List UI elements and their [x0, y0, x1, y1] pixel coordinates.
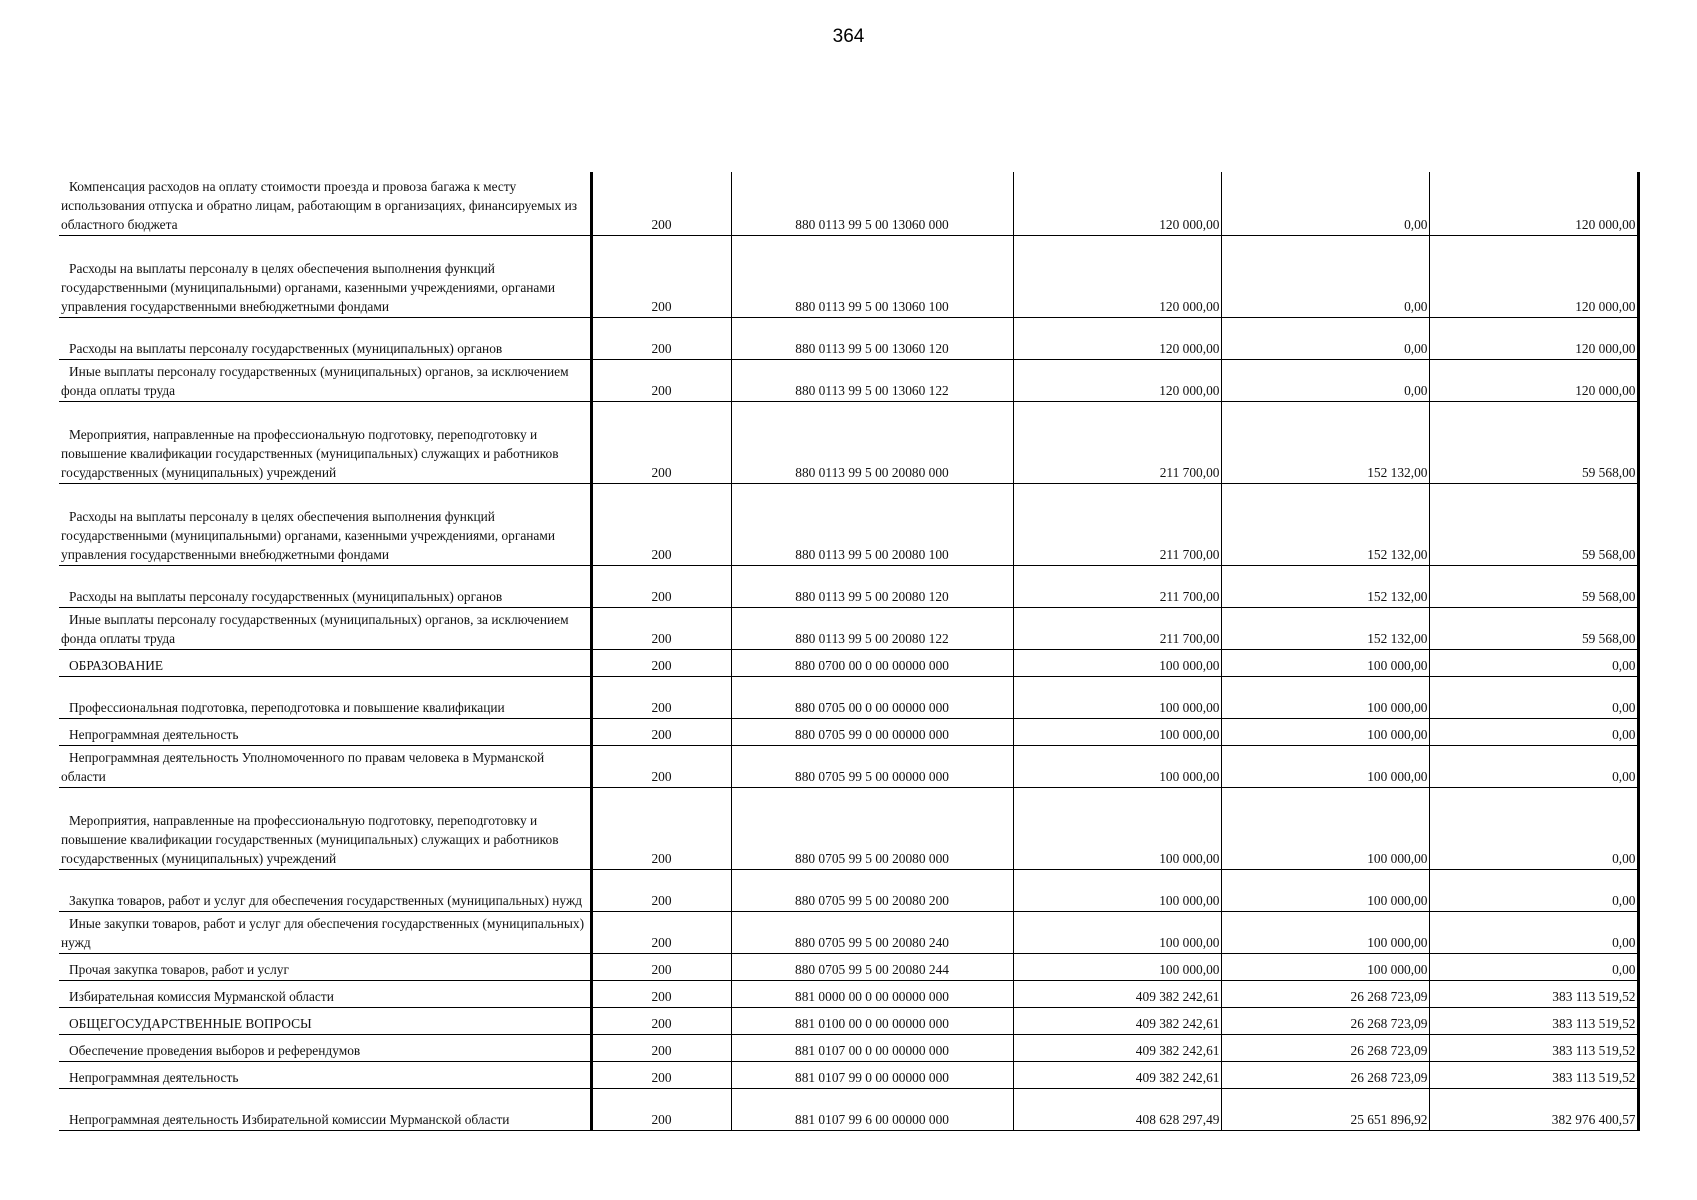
row-amount-2: 0,00	[1221, 359, 1429, 401]
row-amount-2: 26 268 723,09	[1221, 980, 1429, 1007]
row-code: 200	[591, 359, 731, 401]
row-amount-3: 59 568,00	[1429, 565, 1638, 607]
row-name	[59, 676, 591, 718]
row-code: 200	[591, 317, 731, 359]
row-code: 200	[591, 607, 731, 649]
row-amount-3: 383 113 519,52	[1429, 1061, 1638, 1088]
row-classification-code: 880 0113 99 5 00 13060 000	[731, 172, 1013, 235]
table-row	[59, 911, 1638, 953]
row-amount-1: 408 628 297,49	[1013, 1088, 1221, 1130]
row-name	[59, 565, 591, 607]
row-name-text: Прочая закупка товаров, работ и услуг	[69, 961, 289, 977]
row-amount-2: 100 000,00	[1221, 718, 1429, 745]
row-amount-2: 0,00	[1221, 235, 1429, 317]
row-name	[59, 1034, 591, 1061]
row-amount-3: 59 568,00	[1429, 401, 1638, 483]
row-amount-1: 211 700,00	[1013, 483, 1221, 565]
row-amount-3: 120 000,00	[1429, 235, 1638, 317]
row-code: 200	[591, 1061, 731, 1088]
row-code: 200	[591, 483, 731, 565]
row-name-text: Расходы на выплаты персоналу в целях обеспечения выполнения функций государственными (муниципальными) органами, казенными учреждениями, органами управления государственными внебюджетными фондами	[61, 508, 556, 562]
row-code: 200	[591, 1088, 731, 1130]
table-row	[59, 172, 1638, 235]
row-classification-code: 880 0705 99 0 00 00000 000	[731, 718, 1013, 745]
table-row	[59, 869, 1638, 911]
row-amount-1: 211 700,00	[1013, 401, 1221, 483]
row-name-text: ОБЩЕГОСУДАРСТВЕННЫЕ ВОПРОСЫ	[69, 1015, 312, 1031]
row-amount-2: 152 132,00	[1221, 565, 1429, 607]
row-name	[59, 911, 591, 953]
row-amount-2: 100 000,00	[1221, 649, 1429, 676]
row-name-text: Иные закупки товаров, работ и услуг для обеспечения государственных (муниципальных) нужд	[61, 915, 585, 950]
row-classification-code: 880 0113 99 5 00 20080 122	[731, 607, 1013, 649]
row-amount-3: 382 976 400,57	[1429, 1088, 1638, 1130]
table-row	[59, 607, 1638, 649]
row-code: 200	[591, 649, 731, 676]
row-amount-1: 211 700,00	[1013, 565, 1221, 607]
row-amount-2: 100 000,00	[1221, 869, 1429, 911]
row-name-text: ОБРАЗОВАНИЕ	[69, 657, 164, 673]
row-classification-code: 881 0100 00 0 00 00000 000	[731, 1007, 1013, 1034]
row-code: 200	[591, 953, 731, 980]
row-classification-code: 880 0705 99 5 00 20080 240	[731, 911, 1013, 953]
row-code: 200	[591, 172, 731, 235]
row-amount-2: 100 000,00	[1221, 676, 1429, 718]
row-classification-code: 880 0705 99 5 00 00000 000	[731, 745, 1013, 787]
row-amount-1: 100 000,00	[1013, 718, 1221, 745]
table-row	[59, 565, 1638, 607]
row-name-text: Избирательная комиссия Мурманской области	[69, 988, 334, 1004]
row-name	[59, 953, 591, 980]
row-amount-3: 0,00	[1429, 787, 1638, 869]
budget-table	[59, 172, 1640, 1131]
row-name-text: Иные выплаты персоналу государственных (муниципальных) органов, за исключением фонда оплаты труда	[61, 611, 569, 646]
row-code: 200	[591, 565, 731, 607]
row-name-text: Закупка товаров, работ и услуг для обеспечения государственных (муниципальных) нужд	[69, 892, 583, 908]
row-amount-2: 26 268 723,09	[1221, 1007, 1429, 1034]
row-amount-3: 59 568,00	[1429, 607, 1638, 649]
table-row	[59, 235, 1638, 317]
row-name-text: Иные выплаты персоналу государственных (муниципальных) органов, за исключением фонда оплаты труда	[61, 363, 569, 398]
table-row	[59, 1061, 1638, 1088]
row-amount-1: 100 000,00	[1013, 787, 1221, 869]
row-classification-code: 880 0113 99 5 00 20080 100	[731, 483, 1013, 565]
table-row	[59, 676, 1638, 718]
row-code: 200	[591, 1034, 731, 1061]
table-row	[59, 745, 1638, 787]
table-row	[59, 1007, 1638, 1034]
row-name-text: Непрограммная деятельность Уполномоченного по правам человека в Мурманской области	[61, 749, 545, 784]
row-name	[59, 172, 591, 235]
row-amount-3: 0,00	[1429, 911, 1638, 953]
row-amount-3: 0,00	[1429, 649, 1638, 676]
row-name-text: Расходы на выплаты персоналу в целях обеспечения выполнения функций государственными (муниципальными) органами, казенными учреждениями, органами управления государственными внебюджетными фондами	[61, 260, 556, 314]
row-code: 200	[591, 980, 731, 1007]
row-amount-1: 120 000,00	[1013, 235, 1221, 317]
row-name	[59, 317, 591, 359]
row-name	[59, 1007, 591, 1034]
row-name	[59, 235, 591, 317]
row-amount-1: 100 000,00	[1013, 911, 1221, 953]
table-body	[59, 172, 1638, 1130]
row-name-text: Расходы на выплаты персоналу государственных (муниципальных) органов	[69, 340, 503, 356]
row-classification-code: 880 0113 99 5 00 13060 120	[731, 317, 1013, 359]
row-amount-2: 152 132,00	[1221, 607, 1429, 649]
row-name-text: Профессиональная подготовка, переподготовка и повышение квалификации	[69, 699, 505, 715]
row-amount-1: 100 000,00	[1013, 676, 1221, 718]
row-amount-1: 120 000,00	[1013, 359, 1221, 401]
row-name-text: Компенсация расходов на оплату стоимости проезда и провоза багажа к месту использования отпуска и обратно лицам, работающим в организациях, финансируемых из областного бюджета	[61, 178, 578, 232]
row-amount-2: 152 132,00	[1221, 401, 1429, 483]
table-row	[59, 483, 1638, 565]
row-classification-code: 881 0107 00 0 00 00000 000	[731, 1034, 1013, 1061]
row-name-text: Непрограммная деятельность	[69, 1069, 239, 1085]
row-name	[59, 745, 591, 787]
row-amount-1: 100 000,00	[1013, 869, 1221, 911]
row-code: 200	[591, 869, 731, 911]
row-classification-code: 880 0113 99 5 00 20080 120	[731, 565, 1013, 607]
row-classification-code: 880 0705 99 5 00 20080 000	[731, 787, 1013, 869]
row-name-text: Обеспечение проведения выборов и референдумов	[69, 1042, 361, 1058]
row-classification-code: 881 0107 99 6 00 00000 000	[731, 1088, 1013, 1130]
row-classification-code: 880 0705 99 5 00 20080 200	[731, 869, 1013, 911]
row-classification-code: 880 0700 00 0 00 00000 000	[731, 649, 1013, 676]
table-row	[59, 1034, 1638, 1061]
row-amount-3: 59 568,00	[1429, 483, 1638, 565]
row-name-text: Непрограммная деятельность Избирательной комиссии Мурманской области	[69, 1111, 510, 1127]
table-row	[59, 787, 1638, 869]
row-name	[59, 607, 591, 649]
row-classification-code: 880 0705 00 0 00 00000 000	[731, 676, 1013, 718]
row-classification-code: 881 0107 99 0 00 00000 000	[731, 1061, 1013, 1088]
row-classification-code: 880 0113 99 5 00 13060 122	[731, 359, 1013, 401]
row-amount-1: 409 382 242,61	[1013, 980, 1221, 1007]
row-amount-1: 409 382 242,61	[1013, 1007, 1221, 1034]
row-name-text: Мероприятия, направленные на профессиональную подготовку, переподготовку и повышение квалификации государственных (муниципальных) служащих и работников государственных (муниципальных) учреждений	[61, 812, 559, 866]
row-amount-2: 25 651 896,92	[1221, 1088, 1429, 1130]
row-amount-3: 0,00	[1429, 676, 1638, 718]
row-amount-3: 383 113 519,52	[1429, 980, 1638, 1007]
row-amount-3: 383 113 519,52	[1429, 1034, 1638, 1061]
row-amount-1: 100 000,00	[1013, 745, 1221, 787]
table-row	[59, 980, 1638, 1007]
row-amount-1: 409 382 242,61	[1013, 1034, 1221, 1061]
row-classification-code: 880 0113 99 5 00 20080 000	[731, 401, 1013, 483]
row-amount-3: 0,00	[1429, 745, 1638, 787]
table-row	[59, 1088, 1638, 1130]
row-name	[59, 869, 591, 911]
row-name	[59, 1088, 591, 1130]
row-code: 200	[591, 718, 731, 745]
row-amount-3: 120 000,00	[1429, 359, 1638, 401]
row-amount-1: 211 700,00	[1013, 607, 1221, 649]
row-amount-2: 152 132,00	[1221, 483, 1429, 565]
row-amount-2: 100 000,00	[1221, 745, 1429, 787]
row-name	[59, 649, 591, 676]
row-name	[59, 1061, 591, 1088]
row-amount-2: 100 000,00	[1221, 911, 1429, 953]
row-amount-1: 120 000,00	[1013, 317, 1221, 359]
row-code: 200	[591, 235, 731, 317]
row-code: 200	[591, 401, 731, 483]
row-name-text: Непрограммная деятельность	[69, 726, 239, 742]
row-code: 200	[591, 1007, 731, 1034]
row-amount-2: 100 000,00	[1221, 787, 1429, 869]
row-code: 200	[591, 911, 731, 953]
page-number: 364	[832, 26, 865, 47]
row-name-text: Расходы на выплаты персоналу государственных (муниципальных) органов	[69, 588, 503, 604]
row-amount-1: 100 000,00	[1013, 953, 1221, 980]
row-amount-1: 409 382 242,61	[1013, 1061, 1221, 1088]
row-amount-3: 120 000,00	[1429, 317, 1638, 359]
row-amount-3: 0,00	[1429, 869, 1638, 911]
row-amount-2: 26 268 723,09	[1221, 1061, 1429, 1088]
row-classification-code: 880 0705 99 5 00 20080 244	[731, 953, 1013, 980]
table-row	[59, 359, 1638, 401]
table-row	[59, 718, 1638, 745]
row-amount-2: 26 268 723,09	[1221, 1034, 1429, 1061]
row-amount-1: 120 000,00	[1013, 172, 1221, 235]
row-name	[59, 483, 591, 565]
table-row	[59, 953, 1638, 980]
row-amount-1: 100 000,00	[1013, 649, 1221, 676]
row-amount-3: 0,00	[1429, 953, 1638, 980]
row-code: 200	[591, 745, 731, 787]
row-code: 200	[591, 787, 731, 869]
row-name	[59, 787, 591, 869]
row-amount-3: 383 113 519,52	[1429, 1007, 1638, 1034]
table-row	[59, 649, 1638, 676]
row-classification-code: 881 0000 00 0 00 00000 000	[731, 980, 1013, 1007]
table-row	[59, 317, 1638, 359]
row-classification-code: 880 0113 99 5 00 13060 100	[731, 235, 1013, 317]
row-amount-2: 0,00	[1221, 317, 1429, 359]
row-name	[59, 401, 591, 483]
row-name	[59, 718, 591, 745]
row-name-text: Мероприятия, направленные на профессиональную подготовку, переподготовку и повышение квалификации государственных (муниципальных) служащих и работников государственных (муниципальных) учреждений	[61, 426, 559, 480]
row-amount-3: 0,00	[1429, 718, 1638, 745]
row-code: 200	[591, 676, 731, 718]
row-name	[59, 359, 591, 401]
row-amount-3: 120 000,00	[1429, 172, 1638, 235]
row-amount-2: 0,00	[1221, 172, 1429, 235]
row-name	[59, 980, 591, 1007]
table-row	[59, 401, 1638, 483]
row-amount-2: 100 000,00	[1221, 953, 1429, 980]
